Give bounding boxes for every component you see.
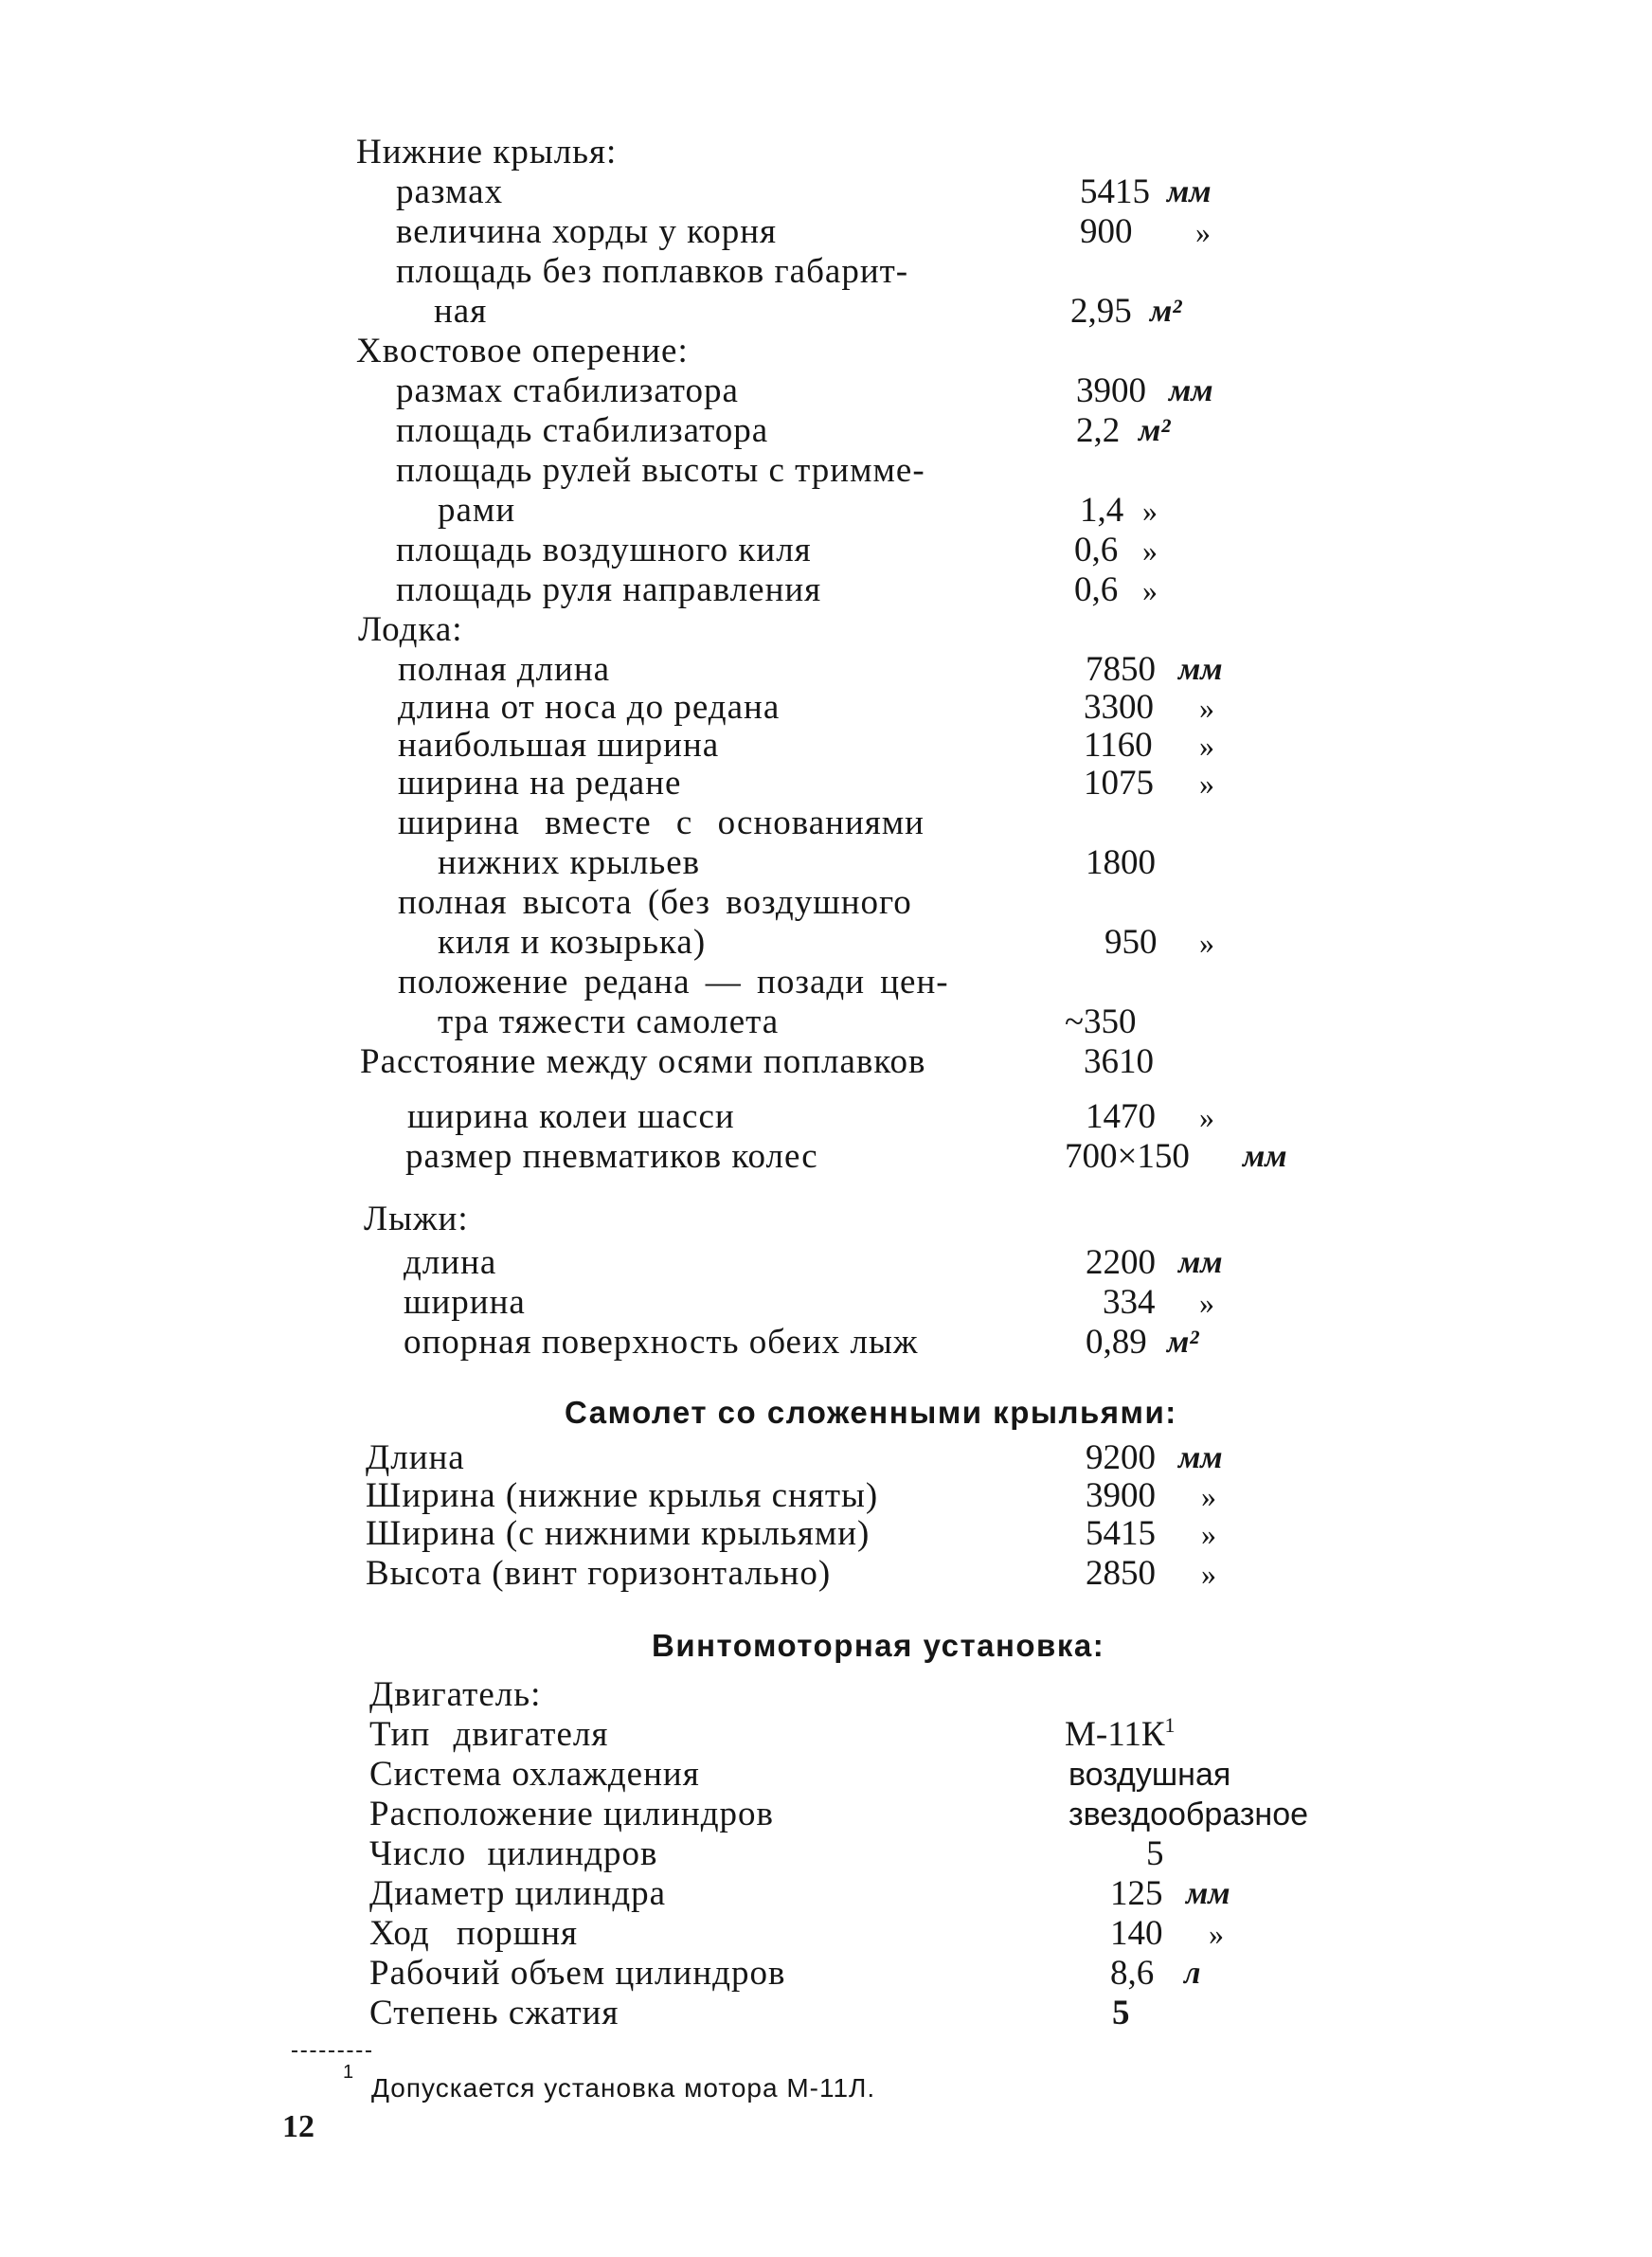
spec-unit: мм <box>1186 1876 1230 1911</box>
section-heading-folded: Самолет со сложенными крыльями: <box>565 1395 1177 1430</box>
spec-unit: м² <box>1167 1325 1199 1360</box>
spec-label: площадь руля направления <box>396 570 822 609</box>
row <box>0 1626 1652 1666</box>
spec-value: ~350 <box>1065 1002 1137 1041</box>
row <box>0 1097 1652 1137</box>
spec-value: 5 <box>1112 1994 1130 2032</box>
ditto-mark: » <box>1199 1286 1214 1320</box>
spec-value: 8,6 <box>1110 1954 1155 1993</box>
row <box>0 1755 1652 1795</box>
spec-label-cont: ная <box>434 292 488 331</box>
row <box>0 1954 1652 1994</box>
section-title-hull: Лодка: <box>358 610 463 649</box>
spec-label: Высота (винт горизонтально) <box>366 1554 832 1593</box>
ditto-mark: » <box>1199 767 1214 801</box>
spec-label-cont: нижних крыльев <box>438 843 701 882</box>
ditto-mark: » <box>1195 215 1211 249</box>
spec-value: 3900 <box>1086 1476 1156 1515</box>
row <box>0 1393 1652 1433</box>
row <box>0 1874 1652 1914</box>
row <box>0 726 1652 766</box>
row <box>0 883 1652 923</box>
spec-value: 5 <box>1146 1834 1164 1873</box>
spec-value: 900 <box>1080 212 1133 251</box>
row <box>0 292 1652 332</box>
spec-label: полная высота (без воздушного <box>398 883 912 922</box>
spec-label: Ширина (с нижними крыльями) <box>366 1514 871 1553</box>
spec-value: 140 <box>1110 1914 1163 1953</box>
footnote-mark: 1 <box>343 2062 354 2083</box>
row <box>0 803 1652 843</box>
spec-unit: мм <box>1167 174 1212 209</box>
section-title-skis: Лыжи: <box>364 1200 469 1238</box>
spec-label: Ход поршня <box>369 1914 579 1953</box>
section-heading-powerplant: Винтомоторная установка: <box>652 1628 1105 1663</box>
ditto-mark: » <box>1142 573 1158 607</box>
spec-unit: мм <box>1178 1245 1223 1280</box>
spec-value: 5415 <box>1086 1514 1156 1553</box>
spec-label: Расположение цилиндров <box>369 1795 775 1833</box>
spec-value: 9200 <box>1086 1438 1156 1477</box>
footnote-text: Допускается установка мотора М-11Л. <box>371 2073 876 2103</box>
row <box>0 411 1652 451</box>
spec-unit: м² <box>1139 413 1171 448</box>
section-title-lower-wings: Нижние крылья: <box>356 133 618 172</box>
row <box>0 1994 1652 2033</box>
spec-label: полная длина <box>398 650 611 689</box>
spec-unit: мм <box>1178 1440 1223 1475</box>
spec-label-cont: киля и козырька) <box>438 923 707 962</box>
row <box>0 451 1652 491</box>
row <box>0 1243 1652 1283</box>
page-number: 12 <box>282 2109 314 2144</box>
spec-value: 1160 <box>1084 726 1153 765</box>
spec-value: 3610 <box>1084 1042 1154 1081</box>
row <box>0 491 1652 531</box>
spec-value: 125 <box>1110 1874 1163 1913</box>
spec-value: 0,89 <box>1086 1323 1147 1362</box>
row <box>0 1914 1652 1954</box>
row <box>0 1002 1652 1042</box>
spec-label: площадь стабилизатора <box>396 411 769 450</box>
ditto-mark: » <box>1201 1517 1216 1551</box>
ditto-mark: » <box>1142 494 1158 528</box>
row <box>0 252 1652 292</box>
spec-value: 3300 <box>1084 688 1154 727</box>
spec-label: Двигатель: <box>369 1675 542 1714</box>
spec-value <box>1065 1715 1176 1755</box>
ditto-mark: » <box>1199 691 1214 725</box>
spec-label: ширина колеи шасси <box>407 1097 735 1136</box>
spec-label: размер пневматиков колес <box>405 1137 818 1176</box>
spec-label: Расстояние между осями поплавков <box>360 1042 926 1081</box>
spec-label: величина хорды у корня <box>396 212 778 251</box>
spec-value: воздушная <box>1068 1757 1231 1793</box>
spec-value: 700×150 <box>1065 1137 1190 1176</box>
spec-label-cont: рами <box>438 491 516 530</box>
spec-label: Диаметр цилиндра <box>369 1874 667 1913</box>
spec-label: Система охлаждения <box>369 1755 700 1794</box>
spec-label: опорная поверхность обеих лыж <box>404 1323 919 1362</box>
row <box>0 1715 1652 1755</box>
row <box>0 688 1652 728</box>
row <box>0 172 1652 212</box>
spec-unit: мм <box>1169 373 1213 408</box>
spec-label: ширина <box>404 1283 526 1322</box>
spec-label: ширина на редане <box>398 764 682 803</box>
spec-value: 2,95 <box>1070 292 1132 331</box>
row <box>0 764 1652 803</box>
row <box>0 923 1652 963</box>
row <box>0 531 1652 570</box>
row <box>0 1554 1652 1594</box>
spec-value: 950 <box>1104 923 1158 962</box>
spec-label: наибольшая ширина <box>398 726 720 765</box>
row <box>0 570 1652 610</box>
spec-label: площадь воздушного киля <box>396 531 812 569</box>
spec-value: 7850 <box>1086 650 1156 689</box>
spec-value: звездообразное <box>1068 1797 1309 1833</box>
spec-label: площадь рулей высоты с тримме- <box>396 451 925 490</box>
spec-value: 0,6 <box>1074 531 1119 569</box>
spec-value: 1800 <box>1086 843 1156 882</box>
footnote-rule <box>292 2050 371 2052</box>
ditto-mark: » <box>1209 1917 1224 1951</box>
spec-value: 334 <box>1103 1283 1156 1322</box>
spec-value: 2,2 <box>1076 411 1121 450</box>
ditto-mark: » <box>1199 1100 1214 1134</box>
row <box>0 1795 1652 1834</box>
ditto-mark: » <box>1201 1479 1216 1513</box>
row <box>0 332 1652 371</box>
spec-label: размах стабилизатора <box>396 371 739 410</box>
row <box>0 1675 1652 1715</box>
row <box>0 1438 1652 1478</box>
row <box>0 1283 1652 1323</box>
spec-label: длина от носа до редана <box>398 688 781 727</box>
row <box>0 610 1652 650</box>
spec-value: 1075 <box>1084 764 1154 803</box>
spec-value: 1470 <box>1086 1097 1156 1136</box>
row <box>0 1476 1652 1516</box>
spec-label: Ширина (нижние крылья сняты) <box>366 1476 879 1515</box>
spec-unit: мм <box>1178 652 1223 687</box>
spec-label: Длина <box>366 1438 465 1477</box>
row <box>0 650 1652 690</box>
ditto-mark: » <box>1199 926 1214 960</box>
spec-label-cont: тра тяжести самолета <box>438 1002 780 1041</box>
engine-type: М-11К <box>1065 1715 1165 1754</box>
spec-value: 0,6 <box>1074 570 1119 609</box>
ditto-mark: » <box>1201 1557 1216 1591</box>
spec-unit: м² <box>1150 294 1182 329</box>
spec-unit: мм <box>1243 1139 1287 1174</box>
spec-label: длина <box>404 1243 497 1282</box>
row <box>0 1514 1652 1554</box>
spec-value: 5415 <box>1080 172 1150 211</box>
spec-value: 1,4 <box>1080 491 1124 530</box>
spec-unit: л <box>1184 1956 1201 1991</box>
row <box>0 963 1652 1002</box>
spec-label: размах <box>396 172 504 211</box>
ditto-mark: » <box>1199 729 1214 763</box>
spec-label: площадь без поплавков габарит- <box>396 252 909 291</box>
row <box>0 1323 1652 1363</box>
row <box>0 843 1652 883</box>
spec-label: Степень сжатия <box>369 1994 620 2032</box>
row <box>0 212 1652 252</box>
spec-label: положение редана — позади цен- <box>398 963 949 1002</box>
spec-label: Рабочий объем цилиндров <box>369 1954 786 1993</box>
spec-value: 3900 <box>1076 371 1146 410</box>
row <box>0 133 1652 172</box>
row <box>0 1834 1652 1874</box>
row <box>0 1137 1652 1177</box>
spec-value: 2850 <box>1086 1554 1156 1593</box>
spec-label: Тип двигателя <box>369 1715 609 1754</box>
spec-value: 2200 <box>1086 1243 1156 1282</box>
spec-label: ширина вместе с основаниями <box>398 803 925 842</box>
row <box>0 1200 1652 1239</box>
spec-label: Число цилиндров <box>369 1834 658 1873</box>
ditto-mark: » <box>1142 533 1158 568</box>
footnote-mark: 1 <box>1164 1713 1176 1737</box>
section-title-tail: Хвостовое оперение: <box>356 332 689 370</box>
row <box>0 371 1652 411</box>
row <box>0 1042 1652 1082</box>
